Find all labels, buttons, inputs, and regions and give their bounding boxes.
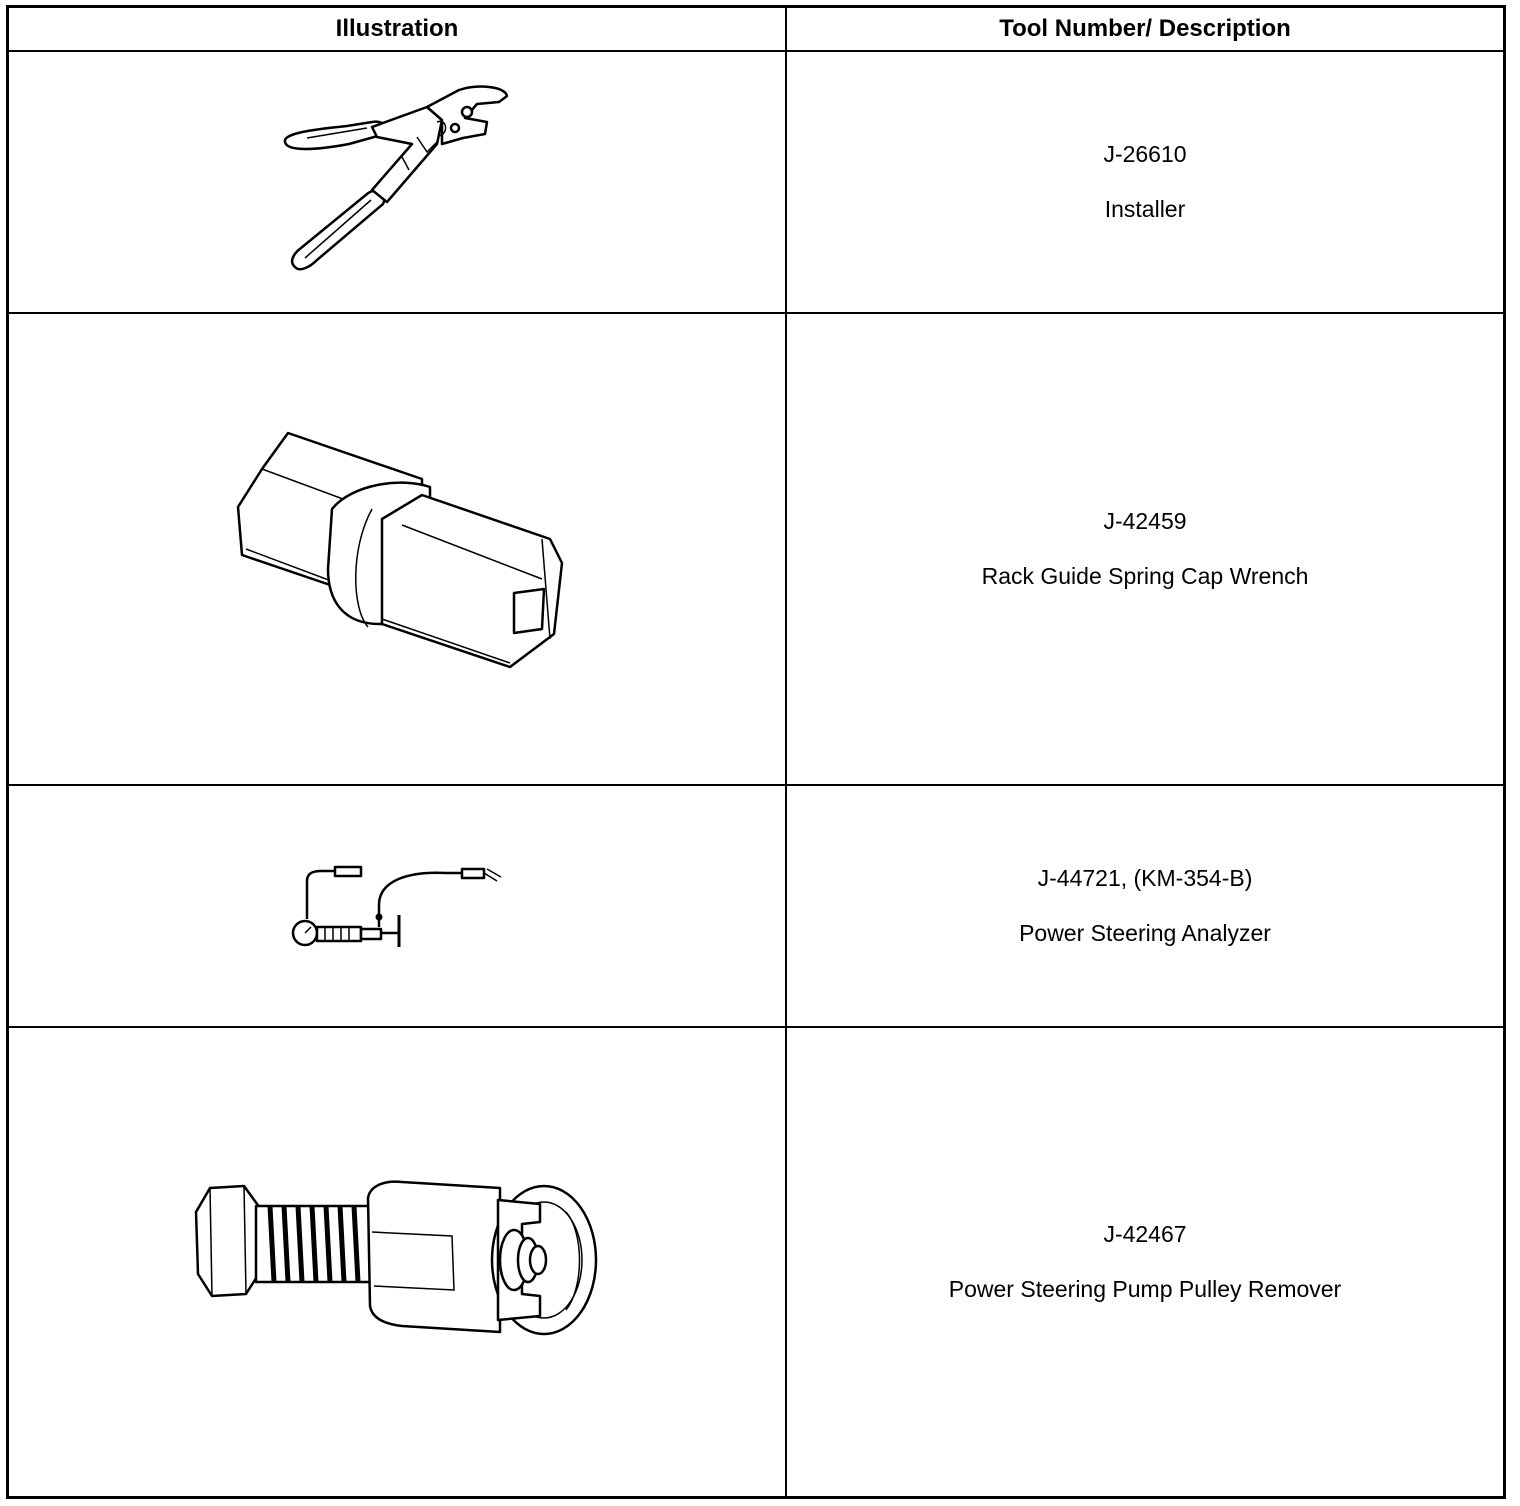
illustration-cell (9, 1028, 787, 1496)
table-row (9, 50, 1503, 312)
illustration-cell (9, 52, 787, 312)
tool-description: Installer (1104, 196, 1186, 222)
table-row (9, 1026, 1503, 1496)
tool-number: J-42459 (1103, 508, 1187, 534)
header-illustration: Illustration (9, 8, 787, 50)
special-tools-table (6, 5, 1506, 1499)
header-tool-description: Tool Number/ Description (999, 15, 1291, 42)
tool-number: J-44721, (KM-354-B) (1037, 865, 1253, 891)
tool-number: J-42467 (1103, 1221, 1187, 1247)
pliers-installer-icon (277, 82, 517, 282)
tool-description: Power Steering Pump Pulley Remover (948, 1276, 1342, 1302)
description-cell (787, 786, 1503, 1026)
pressure-analyzer-icon (287, 861, 507, 951)
cap-wrench-icon (232, 429, 562, 669)
table-row (9, 784, 1503, 1026)
tool-number: J-26610 (1103, 141, 1187, 167)
tool-description: Rack Guide Spring Cap Wrench (981, 563, 1309, 589)
description-cell (787, 52, 1503, 312)
table-row (9, 312, 1503, 784)
illustration-cell (9, 314, 787, 784)
tool-description: Power Steering Analyzer (1019, 920, 1271, 946)
description-cell (787, 314, 1503, 784)
table-header-row (9, 8, 1503, 50)
description-cell (787, 1028, 1503, 1496)
illustration-cell (9, 786, 787, 1026)
pulley-remover-icon (192, 1182, 602, 1342)
